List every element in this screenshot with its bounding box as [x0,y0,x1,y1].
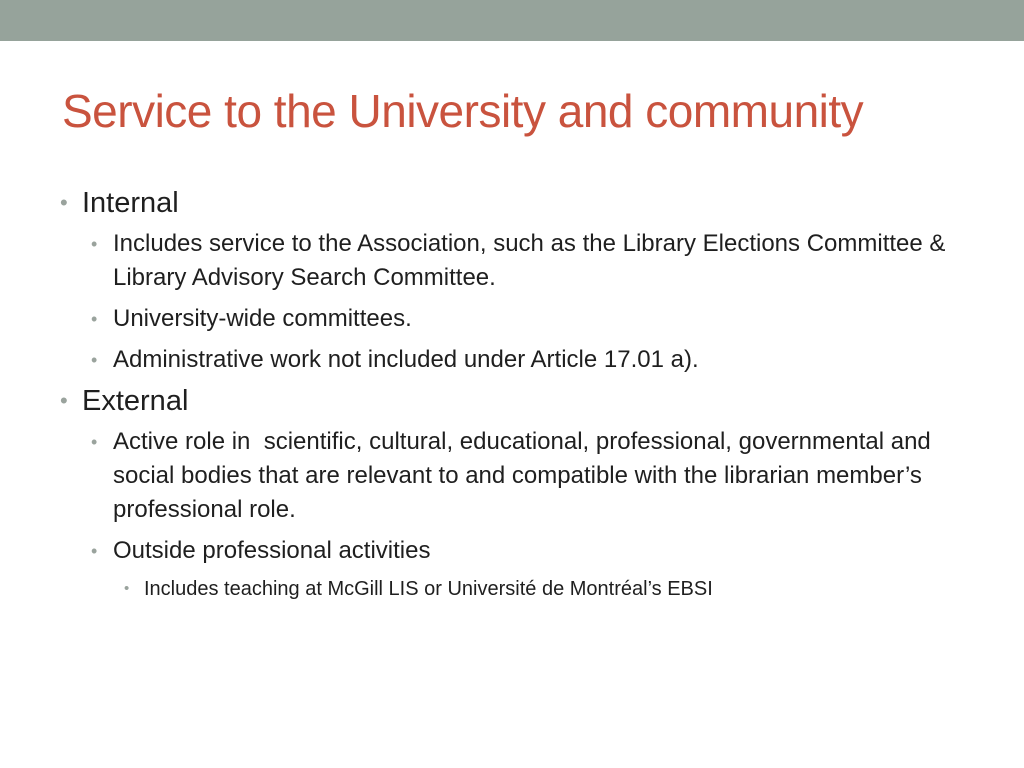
bullet-text: Includes service to the Association, such as the Library Elections Committee & Library Advisory Search Committee. [113,230,953,291]
slide-content [0,186,1024,609]
top-accent-bar [0,0,1024,41]
bullet-text: Internal [82,187,179,219]
bullet-external-outside-activities [91,534,983,568]
bullet-dot-icon: • [124,580,130,597]
bullet-internal-association [91,227,983,295]
slide-title: Service to the University and community [62,85,864,137]
bullet-external [60,384,962,418]
bullet-internal [60,186,962,220]
bullet-external-teaching [124,575,984,603]
bullet-text: Includes teaching at McGill LIS or Université de Montréal’s EBSI [144,578,713,600]
bullet-dot-icon: • [60,190,68,215]
bullet-dot-icon: • [91,234,98,254]
bullet-dot-icon: • [91,309,98,329]
bullet-internal-university-committees [91,302,983,336]
bullet-text: External [82,385,189,417]
bullet-internal-administrative-work [91,343,983,377]
bullet-dot-icon: • [91,350,98,370]
bullet-dot-icon: • [60,388,68,413]
bullet-text: Administrative work not included under Article 17.01 a). [113,346,699,373]
bullet-text: Outside professional activities [113,537,431,564]
bullet-external-active-role [91,425,983,527]
bullet-text: University-wide committees. [113,305,412,332]
bullet-dot-icon: • [91,541,98,561]
bullet-text: Active role in scientific, cultural, educational, professional, governmental and social bodies that are relevant to and compatible with the librarian member’s professional role. [113,428,938,523]
bullet-dot-icon: • [91,432,98,452]
